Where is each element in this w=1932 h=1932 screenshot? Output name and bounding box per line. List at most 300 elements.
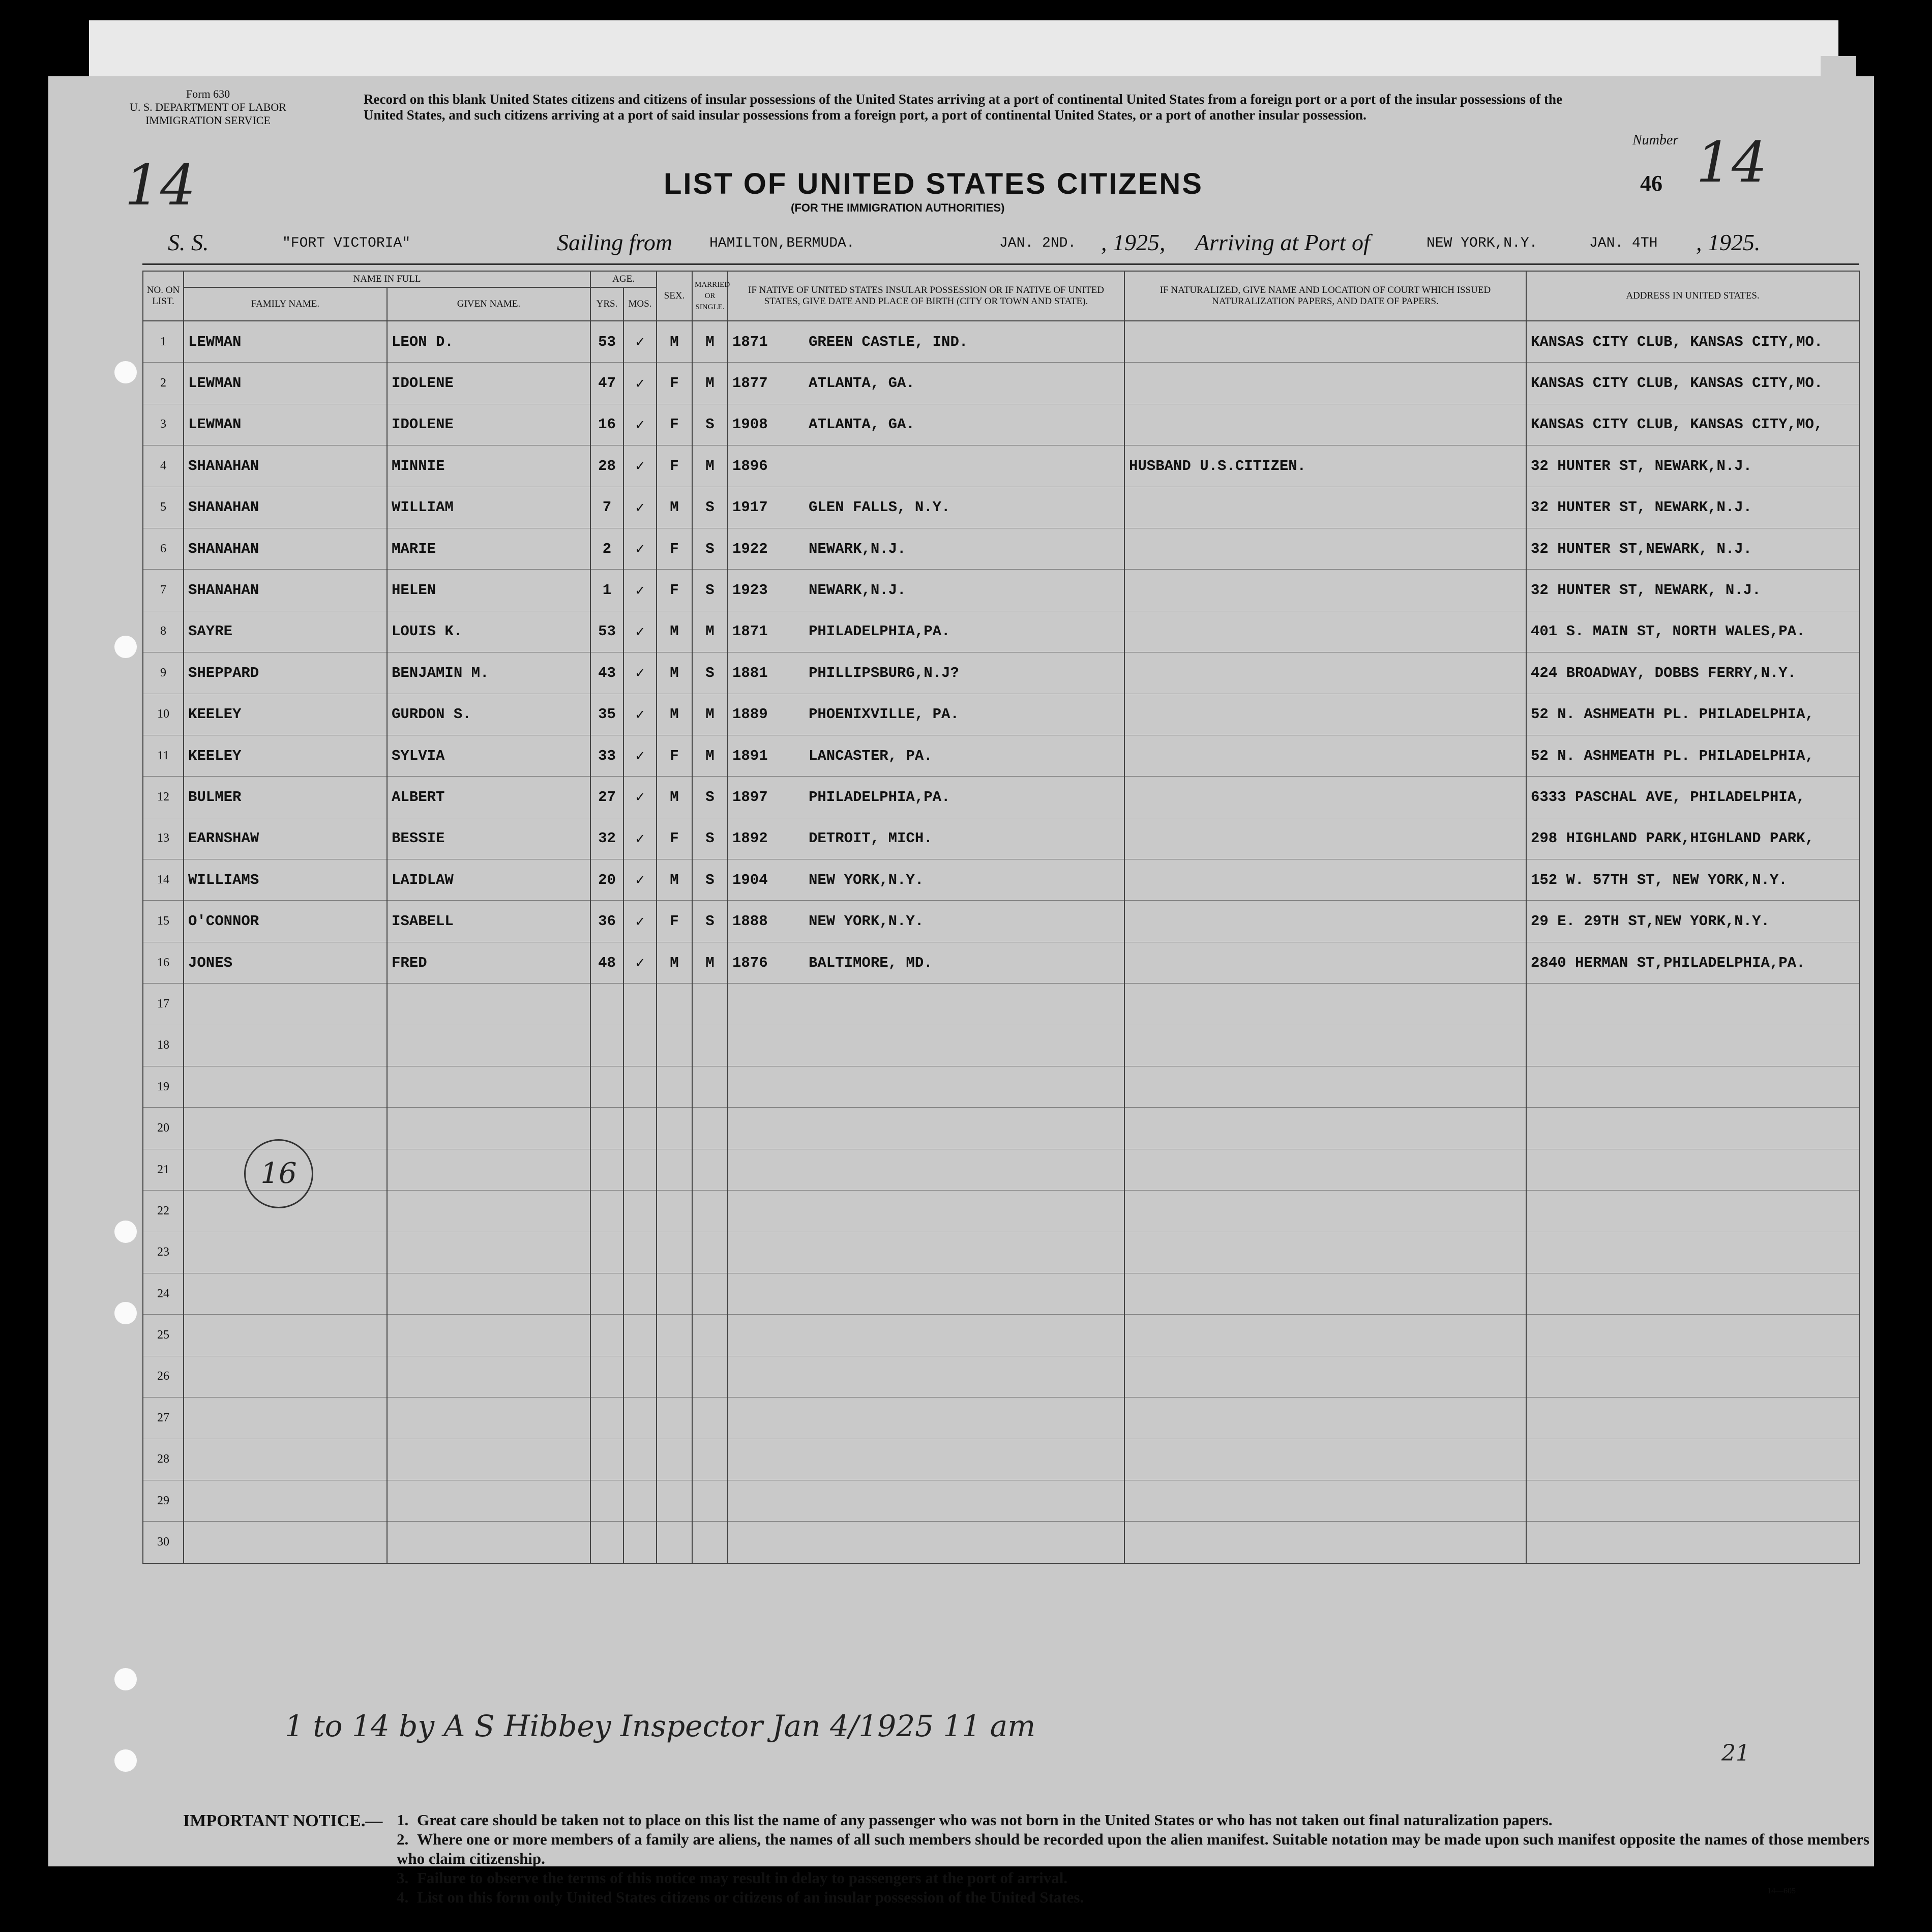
sailing-from-port: HAMILTON,BERMUDA.	[709, 235, 855, 251]
address-cell	[1526, 1108, 1859, 1149]
table-header-row	[143, 271, 1859, 287]
age-months-cell: ✓	[623, 363, 657, 404]
given-name-cell: BENJAMIN M.	[387, 652, 590, 694]
birth-info-cell	[728, 1149, 1124, 1190]
naturalization-cell	[1124, 1398, 1526, 1439]
table-row	[143, 818, 1859, 859]
address-cell	[1526, 1398, 1859, 1439]
age-months-cell: ✓	[623, 570, 657, 611]
family-name-cell: LEWMAN	[184, 404, 387, 445]
family-name-cell: WILLIAMS	[184, 859, 387, 901]
age-months-cell	[623, 1108, 657, 1149]
age-years-cell	[590, 1480, 623, 1521]
sex-cell	[657, 1273, 692, 1314]
age-years-cell: 1	[590, 570, 623, 611]
birth-info-cell	[728, 1108, 1124, 1149]
notice-item: 3. Failure to observe the terms of this notice may result in delay to passengers at the port of arrival.	[397, 1869, 1068, 1887]
birth-year: 1922	[732, 540, 768, 557]
birth-year: 1896	[732, 457, 768, 474]
marital-status-cell	[692, 1356, 728, 1397]
table-row	[143, 652, 1859, 694]
row-number-cell: 28	[143, 1439, 184, 1480]
row-number-cell: 15	[143, 901, 184, 942]
birth-info-cell	[728, 404, 1124, 445]
age-years-cell: 36	[590, 901, 623, 942]
row-number-cell: 1	[143, 321, 184, 363]
naturalization-cell	[1124, 321, 1526, 363]
binder-hole	[114, 1749, 137, 1772]
table-row	[143, 1356, 1859, 1397]
birth-place: LANCASTER, PA.	[809, 747, 933, 764]
table-row	[143, 859, 1859, 901]
sailing-from-label: Sailing from	[557, 229, 673, 255]
family-name-cell: O'CONNOR	[184, 901, 387, 942]
age-years-cell	[590, 984, 623, 1025]
marital-status-cell	[692, 1191, 728, 1232]
table-row	[143, 942, 1859, 983]
family-name-cell: KEELEY	[184, 694, 387, 735]
naturalization-cell	[1124, 1025, 1526, 1066]
given-name-cell: LEON D.	[387, 321, 590, 363]
marital-status-cell	[692, 1480, 728, 1521]
naturalization-cell	[1124, 818, 1526, 859]
sex-cell	[657, 1480, 692, 1521]
marital-status-cell: M	[692, 321, 728, 363]
age-months-cell: ✓	[623, 321, 657, 363]
binder-hole	[114, 1302, 137, 1324]
address-cell: KANSAS CITY CLUB, KANSAS CITY,MO.	[1526, 321, 1859, 363]
given-name-cell: FRED	[387, 942, 590, 983]
naturalization-cell	[1124, 570, 1526, 611]
age-years-cell: 27	[590, 777, 623, 818]
given-name-cell	[387, 984, 590, 1025]
table-row	[143, 1025, 1859, 1066]
birth-place: PHILLIPSBURG,N.J?	[809, 664, 959, 681]
number-label: Number	[1632, 132, 1679, 148]
birth-info-cell	[728, 818, 1124, 859]
naturalization-cell	[1124, 735, 1526, 776]
inspector-signature: 1 to 14 by A S Hibbey Inspector Jan 4/1925 11 am	[285, 1709, 1036, 1743]
birth-info-cell	[728, 570, 1124, 611]
naturalization-cell	[1124, 1149, 1526, 1190]
sex-cell: M	[657, 652, 692, 694]
naturalization-cell	[1124, 652, 1526, 694]
departure-year: , 1925,	[1101, 229, 1166, 255]
family-name-cell	[184, 984, 387, 1025]
naturalization-cell	[1124, 1066, 1526, 1108]
family-name-cell: JONES	[184, 942, 387, 983]
sex-cell	[657, 1315, 692, 1356]
address-cell: 52 N. ASHMEATH PL. PHILADELPHIA,	[1526, 735, 1859, 776]
birth-info-cell	[728, 1273, 1124, 1314]
citizens-table	[142, 271, 1860, 1564]
age-months-cell: ✓	[623, 777, 657, 818]
birth-info-cell	[728, 942, 1124, 983]
given-name-cell	[387, 1232, 590, 1273]
age-years-cell	[590, 1522, 623, 1563]
family-name-cell	[184, 1315, 387, 1356]
form-department: U. S. DEPARTMENT OF LABOR	[130, 101, 286, 113]
birth-year: 1892	[732, 830, 768, 847]
age-months-cell	[623, 984, 657, 1025]
birth-year: 1871	[732, 333, 768, 350]
marital-status-cell	[692, 1149, 728, 1190]
family-name-cell: SAYRE	[184, 611, 387, 652]
address-cell: 2840 HERMAN ST,PHILADELPHIA,PA.	[1526, 942, 1859, 983]
age-years-cell: 16	[590, 404, 623, 445]
birth-year: 1877	[732, 375, 768, 392]
sex-cell: F	[657, 735, 692, 776]
age-months-cell: ✓	[623, 652, 657, 694]
age-years-cell	[590, 1191, 623, 1232]
age-years-cell: 7	[590, 487, 623, 528]
table-row	[143, 487, 1859, 528]
arrival-year: , 1925.	[1696, 229, 1761, 255]
table-row	[143, 1066, 1859, 1108]
row-number-cell: 20	[143, 1108, 184, 1149]
given-name-cell	[387, 1149, 590, 1190]
table-row	[143, 445, 1859, 487]
col-age: AGE.	[590, 271, 657, 287]
marital-status-cell: S	[692, 818, 728, 859]
sex-cell	[657, 1398, 692, 1439]
age-months-cell	[623, 1398, 657, 1439]
marital-status-cell	[692, 1315, 728, 1356]
age-years-cell: 48	[590, 942, 623, 983]
age-months-cell	[623, 1273, 657, 1314]
family-name-cell: LEWMAN	[184, 363, 387, 404]
birth-info-cell	[728, 735, 1124, 776]
naturalization-cell	[1124, 1315, 1526, 1356]
naturalization-cell	[1124, 1108, 1526, 1149]
col-sex: SEX.	[657, 271, 692, 321]
given-name-cell	[387, 1356, 590, 1397]
marital-status-cell: M	[692, 445, 728, 487]
birth-place: NEWARK,N.J.	[809, 540, 906, 557]
birth-place: PHILADELPHIA,PA.	[809, 623, 950, 640]
naturalization-cell	[1124, 859, 1526, 901]
form-number: Form 630	[186, 87, 230, 100]
marital-status-cell: S	[692, 487, 728, 528]
birth-year: 1897	[732, 788, 768, 806]
table-row	[143, 1439, 1859, 1480]
age-years-cell	[590, 1273, 623, 1314]
table-row	[143, 1315, 1859, 1356]
age-years-cell: 2	[590, 528, 623, 569]
naturalization-cell	[1124, 1273, 1526, 1314]
header-rule	[142, 263, 1859, 265]
notice-label: IMPORTANT NOTICE.—	[183, 1811, 383, 1830]
age-years-cell	[590, 1439, 623, 1480]
row-number-cell: 2	[143, 363, 184, 404]
col-naturalized: IF NATURALIZED, GIVE NAME AND LOCATION OF COURT WHICH ISSUED NATURALIZATION PAPERS, AND DATE OF PAPERS.	[1124, 271, 1526, 321]
age-months-cell	[623, 1439, 657, 1480]
sex-cell: F	[657, 528, 692, 569]
birth-place: GREEN CASTLE, IND.	[809, 333, 968, 350]
age-months-cell: ✓	[623, 942, 657, 983]
birth-year: 1908	[732, 416, 768, 433]
family-name-cell: SHANAHAN	[184, 487, 387, 528]
address-cell	[1526, 1066, 1859, 1108]
marital-status-cell: S	[692, 859, 728, 901]
marital-status-cell: S	[692, 404, 728, 445]
binder-hole	[114, 1668, 137, 1690]
notice-items	[397, 1810, 1871, 1907]
address-cell: 29 E. 29TH ST,NEW YORK,N.Y.	[1526, 901, 1859, 942]
row-number-cell: 5	[143, 487, 184, 528]
marital-status-cell: S	[692, 777, 728, 818]
birth-info-cell	[728, 1356, 1124, 1397]
sex-cell: M	[657, 859, 692, 901]
age-months-cell: ✓	[623, 528, 657, 569]
row-number-cell: 8	[143, 611, 184, 652]
col-married: MARRIED OR SINGLE.	[692, 271, 728, 321]
address-cell	[1526, 984, 1859, 1025]
marital-status-cell	[692, 1522, 728, 1563]
departure-date: JAN. 2ND.	[999, 235, 1077, 251]
naturalization-cell	[1124, 1480, 1526, 1521]
age-years-cell: 53	[590, 611, 623, 652]
naturalization-cell	[1124, 901, 1526, 942]
marital-status-cell: M	[692, 363, 728, 404]
family-name-cell	[184, 1273, 387, 1314]
birth-info-cell	[728, 321, 1124, 363]
given-name-cell	[387, 1273, 590, 1314]
given-name-cell: HELEN	[387, 570, 590, 611]
birth-info-cell	[728, 1480, 1124, 1521]
row-number-cell: 29	[143, 1480, 184, 1521]
notice-item: 1. Great care should be taken not to place on this list the name of any passenger who was not born in the United States or who has not taken out final naturalization papers.	[397, 1811, 1553, 1829]
row-number-cell: 14	[143, 859, 184, 901]
given-name-cell: IDOLENE	[387, 404, 590, 445]
birth-info-cell	[728, 984, 1124, 1025]
naturalization-cell	[1124, 1356, 1526, 1397]
col-given-name: GIVEN NAME.	[387, 287, 590, 321]
marital-status-cell: M	[692, 694, 728, 735]
arriving-label: Arriving at Port of	[1195, 229, 1370, 255]
age-months-cell: ✓	[623, 901, 657, 942]
given-name-cell: MINNIE	[387, 445, 590, 487]
table-row	[143, 901, 1859, 942]
sex-cell	[657, 1149, 692, 1190]
circled-count: 16	[244, 1139, 313, 1208]
table-row	[143, 528, 1859, 569]
age-years-cell: 43	[590, 652, 623, 694]
birth-place: BALTIMORE, MD.	[809, 954, 933, 971]
table-row	[143, 1191, 1859, 1232]
sex-cell: M	[657, 694, 692, 735]
row-number-cell: 26	[143, 1356, 184, 1397]
given-name-cell	[387, 1025, 590, 1066]
address-cell: 401 S. MAIN ST, NORTH WALES,PA.	[1526, 611, 1859, 652]
address-cell	[1526, 1480, 1859, 1521]
birth-place: NEW YORK,N.Y.	[809, 871, 924, 888]
given-name-cell: SYLVIA	[387, 735, 590, 776]
sex-cell: M	[657, 321, 692, 363]
age-years-cell	[590, 1108, 623, 1149]
given-name-cell: WILLIAM	[387, 487, 590, 528]
birth-info-cell	[728, 445, 1124, 487]
table-row	[143, 1232, 1859, 1273]
col-birth: IF NATIVE OF UNITED STATES INSULAR POSSESSION OR IF NATIVE OF UNITED STATES, GIVE DATE AND PLACE OF BIRTH (CITY OR TOWN AND STATE).	[728, 271, 1124, 321]
table-row	[143, 1398, 1859, 1439]
handwritten-number: 14	[1696, 130, 1767, 195]
naturalization-cell	[1124, 611, 1526, 652]
table-row	[143, 321, 1859, 363]
age-years-cell	[590, 1315, 623, 1356]
row-number-cell: 10	[143, 694, 184, 735]
row-number-cell: 17	[143, 984, 184, 1025]
marital-status-cell	[692, 1273, 728, 1314]
marital-status-cell: M	[692, 942, 728, 983]
sex-cell	[657, 1108, 692, 1149]
page-mark: 21	[1721, 1740, 1750, 1766]
given-name-cell	[387, 1522, 590, 1563]
col-no: NO. ON LIST.	[143, 271, 184, 321]
address-cell	[1526, 1149, 1859, 1190]
age-years-cell: 47	[590, 363, 623, 404]
family-name-cell	[184, 1480, 387, 1521]
family-name-cell: KEELEY	[184, 735, 387, 776]
naturalization-cell	[1124, 528, 1526, 569]
marital-status-cell: M	[692, 735, 728, 776]
row-number-cell: 11	[143, 735, 184, 776]
age-years-cell	[590, 1149, 623, 1190]
birth-info-cell	[728, 487, 1124, 528]
family-name-cell	[184, 1066, 387, 1108]
birth-info-cell	[728, 528, 1124, 569]
table-row	[143, 984, 1859, 1025]
family-name-cell: SHANAHAN	[184, 445, 387, 487]
naturalization-cell	[1124, 1522, 1526, 1563]
marital-status-cell	[692, 1232, 728, 1273]
sex-cell	[657, 1439, 692, 1480]
sex-cell: M	[657, 611, 692, 652]
birth-year: 1889	[732, 706, 768, 723]
age-months-cell	[623, 1356, 657, 1397]
sex-cell: F	[657, 363, 692, 404]
given-name-cell: LOUIS K.	[387, 611, 590, 652]
age-months-cell	[623, 1522, 657, 1563]
arrival-port: NEW YORK,N.Y.	[1426, 235, 1538, 251]
form-instructions: Record on this blank United States citizens and citizens of insular possessions of the United States arriving at a port of continental United States from a foreign port or a port of the insular possessions of the United States, and such citizens arriving at a port of said insular possessions from a foreign port, a port of continental United States, or a port of another insular possession.	[364, 92, 1563, 123]
address-cell	[1526, 1522, 1859, 1563]
sex-cell: M	[657, 487, 692, 528]
birth-info-cell	[728, 777, 1124, 818]
row-number-cell: 23	[143, 1232, 184, 1273]
age-months-cell	[623, 1066, 657, 1108]
birth-info-cell	[728, 1522, 1124, 1563]
birth-info-cell	[728, 611, 1124, 652]
age-years-cell: 28	[590, 445, 623, 487]
ss-label: S. S.	[168, 229, 209, 255]
list-number: 46	[1640, 171, 1662, 196]
age-years-cell: 35	[590, 694, 623, 735]
age-months-cell: ✓	[623, 735, 657, 776]
birth-year: 1876	[732, 954, 768, 971]
birth-info-cell	[728, 363, 1124, 404]
sex-cell	[657, 1191, 692, 1232]
row-number-cell: 16	[143, 942, 184, 983]
birth-year: 1923	[732, 582, 768, 599]
birth-info-cell	[728, 1025, 1124, 1066]
marital-status-cell	[692, 1398, 728, 1439]
col-yrs: YRS.	[590, 287, 623, 321]
row-number-cell: 13	[143, 818, 184, 859]
page-subtitle: (FOR THE IMMIGRATION AUTHORITIES)	[791, 201, 1005, 214]
address-cell: 152 W. 57TH ST, NEW YORK,N.Y.	[1526, 859, 1859, 901]
birth-info-cell	[728, 1191, 1124, 1232]
address-cell	[1526, 1191, 1859, 1232]
binder-hole	[114, 1221, 137, 1243]
given-name-cell	[387, 1480, 590, 1521]
given-name-cell: MARIE	[387, 528, 590, 569]
naturalization-cell	[1124, 694, 1526, 735]
row-number-cell: 7	[143, 570, 184, 611]
birth-place: PHILADELPHIA,PA.	[809, 788, 950, 806]
age-months-cell	[623, 1232, 657, 1273]
sex-cell: M	[657, 942, 692, 983]
naturalization-cell	[1124, 487, 1526, 528]
family-name-cell	[184, 1232, 387, 1273]
row-number-cell: 12	[143, 777, 184, 818]
marital-status-cell: S	[692, 652, 728, 694]
naturalization-cell	[1124, 404, 1526, 445]
address-cell: 424 BROADWAY, DOBBS FERRY,N.Y.	[1526, 652, 1859, 694]
address-cell	[1526, 1025, 1859, 1066]
table-row	[143, 777, 1859, 818]
address-cell: 6333 PASCHAL AVE, PHILADELPHIA,	[1526, 777, 1859, 818]
table-row	[143, 1522, 1859, 1563]
address-cell	[1526, 1232, 1859, 1273]
birth-info-cell	[728, 1232, 1124, 1273]
table-row	[143, 611, 1859, 652]
address-cell	[1526, 1273, 1859, 1314]
binder-hole	[114, 361, 137, 383]
given-name-cell: ISABELL	[387, 901, 590, 942]
row-number-cell: 19	[143, 1066, 184, 1108]
row-number-cell: 25	[143, 1315, 184, 1356]
age-years-cell	[590, 1025, 623, 1066]
age-years-cell	[590, 1398, 623, 1439]
age-months-cell	[623, 1149, 657, 1190]
sex-cell: F	[657, 818, 692, 859]
col-family-name: FAMILY NAME.	[184, 287, 387, 321]
table-row	[143, 735, 1859, 776]
family-name-cell: LEWMAN	[184, 321, 387, 363]
row-number-cell: 24	[143, 1273, 184, 1314]
given-name-cell	[387, 1398, 590, 1439]
form-identifier	[130, 87, 286, 127]
family-name-cell	[184, 1439, 387, 1480]
marital-status-cell	[692, 1066, 728, 1108]
address-cell: 32 HUNTER ST, NEWARK, N.J.	[1526, 570, 1859, 611]
given-name-cell: IDOLENE	[387, 363, 590, 404]
address-cell: 52 N. ASHMEATH PL. PHILADELPHIA,	[1526, 694, 1859, 735]
address-cell: KANSAS CITY CLUB, KANSAS CITY,MO,	[1526, 404, 1859, 445]
family-name-cell	[184, 1025, 387, 1066]
row-number-cell: 4	[143, 445, 184, 487]
sex-cell: F	[657, 445, 692, 487]
age-months-cell	[623, 1315, 657, 1356]
table-body	[143, 321, 1859, 1563]
table-row	[143, 1273, 1859, 1314]
table-row	[143, 694, 1859, 735]
sex-cell: M	[657, 777, 692, 818]
table-row	[143, 1480, 1859, 1521]
given-name-cell	[387, 1191, 590, 1232]
table-row	[143, 363, 1859, 404]
